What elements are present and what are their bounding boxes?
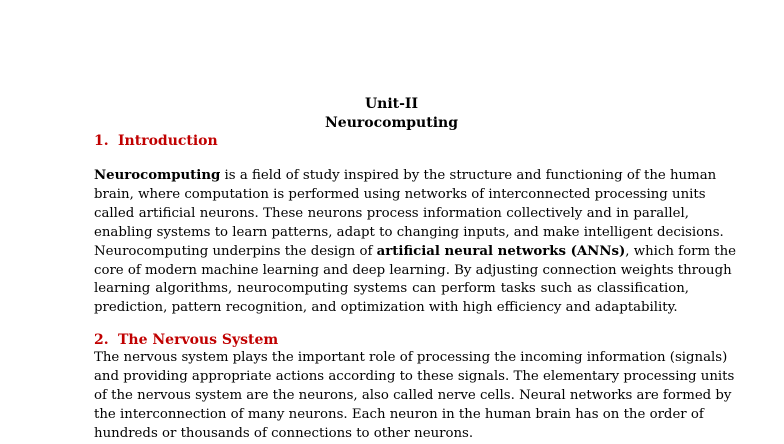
section-title: Introduction <box>118 133 218 149</box>
section-heading-nervous-system <box>94 331 278 349</box>
paragraph-line <box>94 368 735 387</box>
paragraph-line <box>94 349 728 368</box>
text-run: , which form the <box>625 243 737 259</box>
text-run: called artificial neurons. These neurons process information collectively and in parallel, <box>94 205 689 221</box>
section-heading-introduction <box>94 132 218 150</box>
text-run: enabling systems to learn patterns, adapt to changing inputs, and make intelligent decisions. <box>94 224 724 240</box>
text-run: hundreds or thousands of connections to other neurons. <box>94 425 474 441</box>
introduction-paragraph <box>94 167 737 318</box>
bold-term: artificial neural networks (ANNs) <box>376 243 626 259</box>
text-run: of the nervous system are the neurons, also called nerve cells. Neural networks are formed by <box>94 387 732 403</box>
unit-label: Unit-II <box>364 96 419 112</box>
paragraph-line <box>94 280 689 299</box>
section-title: The Nervous System <box>118 332 279 348</box>
paragraph-line <box>94 262 732 281</box>
paragraph-line <box>94 299 689 318</box>
paragraph-line <box>94 205 689 224</box>
text-run: and providing appropriate actions according to these signals. The elementary processing units <box>94 368 735 384</box>
text-run: the interconnection of many neurons. Each neuron in the human brain has on the order of <box>94 406 704 422</box>
paragraph-line <box>94 167 717 186</box>
paragraph-line <box>94 224 724 243</box>
paragraph-line <box>94 406 704 425</box>
text-run: prediction, pattern recognition, and optimization with high efficiency and adaptability. <box>94 300 678 316</box>
paragraph-line <box>94 186 706 205</box>
nervous-system-paragraph <box>94 349 735 444</box>
text-run: learning algorithms, neurocomputing systems can perform tasks such as classification, <box>94 281 689 297</box>
text-run: is a field of study inspired by the structure and functioning of the human <box>220 168 717 183</box>
text-run: The nervous system plays the important role of processing the incoming information (signals) <box>94 350 728 365</box>
section-number: 1. <box>94 133 109 149</box>
text-run: Neurocomputing underpins the design of <box>94 243 377 259</box>
text-run: brain, where computation is performed using networks of interconnected processing units <box>94 186 706 202</box>
section-number: 2. <box>94 332 109 348</box>
bold-term: Neurocomputing <box>94 168 221 183</box>
document-title: Neurocomputing <box>325 115 458 131</box>
text-run: core of modern machine learning and deep learning. By adjusting connection weights through <box>94 262 732 278</box>
paragraph-line <box>94 243 737 262</box>
paragraph-line <box>94 387 732 406</box>
